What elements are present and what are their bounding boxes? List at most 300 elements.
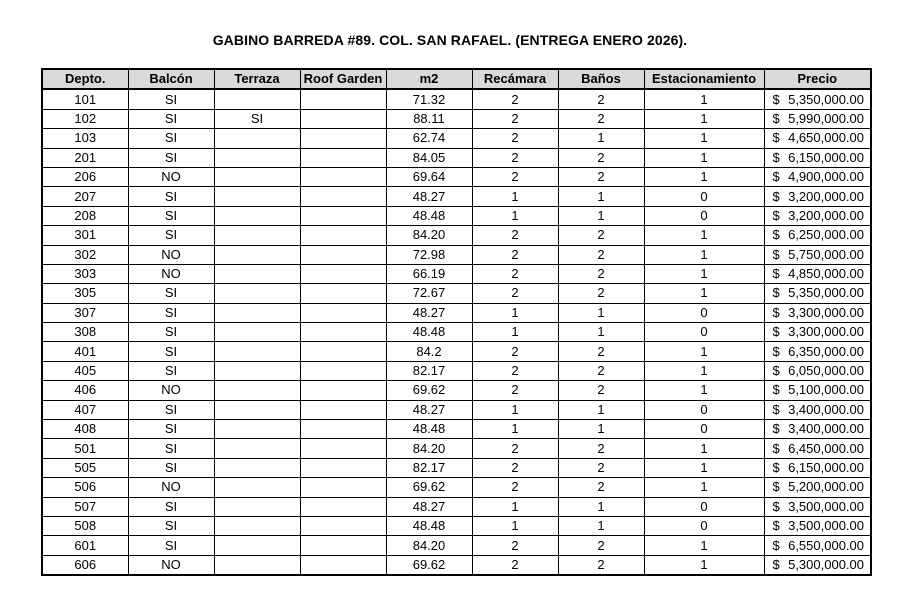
cell-precio (764, 264, 871, 283)
price-amount: 5,990,000.00 (788, 110, 864, 126)
cell-recamara: 2 (472, 264, 558, 283)
table-row (42, 303, 871, 322)
cell-banos: 2 (558, 167, 644, 186)
cell-precio (764, 497, 871, 516)
cell-terraza (214, 420, 300, 439)
cell-precio (764, 478, 871, 497)
cell-banos: 1 (558, 400, 644, 419)
cell-recamara: 1 (472, 323, 558, 342)
cell-recamara: 2 (472, 226, 558, 245)
cell-terraza (214, 264, 300, 283)
cell-banos: 2 (558, 381, 644, 400)
cell-roof-garden (300, 361, 386, 380)
cell-terraza (214, 516, 300, 535)
cell-m2: 71.32 (386, 89, 472, 109)
cell-roof-garden (300, 284, 386, 303)
cell-balcon: SI (128, 109, 214, 128)
cell-estacionamiento: 1 (644, 109, 764, 128)
cell-terraza (214, 167, 300, 186)
cell-m2: 72.98 (386, 245, 472, 264)
cell-precio (764, 226, 871, 245)
cell-banos: 2 (558, 536, 644, 555)
cell-recamara: 1 (472, 516, 558, 535)
cell-depto: 307 (42, 303, 128, 322)
cell-depto: 101 (42, 89, 128, 109)
price-amount: 3,400,000.00 (788, 401, 864, 417)
cell-recamara: 2 (472, 167, 558, 186)
cell-recamara: 2 (472, 381, 558, 400)
cell-roof-garden (300, 206, 386, 225)
cell-recamara: 2 (472, 458, 558, 477)
cell-m2: 69.62 (386, 381, 472, 400)
cell-precio (764, 516, 871, 535)
cell-m2: 62.74 (386, 129, 472, 148)
cell-recamara: 2 (472, 89, 558, 109)
cell-precio (764, 284, 871, 303)
cell-balcon: SI (128, 129, 214, 148)
currency-symbol: $ (772, 188, 780, 204)
cell-estacionamiento: 1 (644, 361, 764, 380)
cell-m2: 88.11 (386, 109, 472, 128)
cell-banos: 2 (558, 109, 644, 128)
cell-m2: 84.20 (386, 439, 472, 458)
cell-terraza (214, 303, 300, 322)
cell-banos: 2 (558, 555, 644, 575)
cell-balcon: SI (128, 187, 214, 206)
price-amount: 4,650,000.00 (788, 130, 864, 146)
cell-precio (764, 109, 871, 128)
cell-depto: 507 (42, 497, 128, 516)
cell-estacionamiento: 1 (644, 342, 764, 361)
cell-banos: 1 (558, 497, 644, 516)
cell-roof-garden (300, 381, 386, 400)
cell-m2: 84.2 (386, 342, 472, 361)
cell-roof-garden (300, 89, 386, 109)
cell-precio (764, 439, 871, 458)
cell-precio (764, 400, 871, 419)
cell-estacionamiento: 1 (644, 536, 764, 555)
header-terraza: Terraza (214, 69, 300, 89)
cell-terraza (214, 284, 300, 303)
cell-terraza (214, 400, 300, 419)
cell-roof-garden (300, 167, 386, 186)
cell-roof-garden (300, 458, 386, 477)
cell-recamara: 2 (472, 361, 558, 380)
cell-balcon: SI (128, 439, 214, 458)
table-row (42, 361, 871, 380)
price-amount: 6,150,000.00 (788, 460, 864, 475)
table-row (42, 439, 871, 458)
price-amount: 3,200,000.00 (788, 207, 864, 223)
cell-depto: 407 (42, 400, 128, 419)
currency-symbol: $ (772, 421, 780, 437)
cell-terraza (214, 536, 300, 555)
cell-precio (764, 323, 871, 342)
table-row (42, 555, 871, 575)
table-row (42, 89, 871, 109)
cell-precio (764, 129, 871, 148)
cell-estacionamiento: 1 (644, 458, 764, 477)
cell-recamara: 1 (472, 497, 558, 516)
cell-depto: 103 (42, 129, 128, 148)
cell-m2: 48.48 (386, 323, 472, 342)
cell-precio (764, 342, 871, 361)
currency-symbol: $ (772, 382, 780, 398)
cell-banos: 2 (558, 478, 644, 497)
currency-symbol: $ (772, 460, 780, 475)
cell-depto: 207 (42, 187, 128, 206)
cell-recamara: 1 (472, 400, 558, 419)
currency-symbol: $ (772, 363, 780, 379)
cell-banos: 2 (558, 226, 644, 245)
cell-depto: 305 (42, 284, 128, 303)
cell-precio (764, 167, 871, 186)
cell-estacionamiento: 1 (644, 284, 764, 303)
cell-balcon: SI (128, 89, 214, 109)
currency-symbol: $ (772, 518, 780, 534)
cell-estacionamiento: 0 (644, 303, 764, 322)
cell-balcon: SI (128, 342, 214, 361)
cell-estacionamiento: 1 (644, 167, 764, 186)
cell-roof-garden (300, 303, 386, 322)
cell-depto: 303 (42, 264, 128, 283)
header-m2: m2 (386, 69, 472, 89)
cell-precio (764, 555, 871, 575)
cell-precio (764, 536, 871, 555)
cell-m2: 69.62 (386, 478, 472, 497)
price-amount: 6,150,000.00 (788, 149, 864, 165)
cell-roof-garden (300, 245, 386, 264)
price-amount: 5,350,000.00 (788, 285, 864, 301)
price-amount: 5,350,000.00 (788, 91, 864, 107)
table-row (42, 478, 871, 497)
cell-m2: 84.20 (386, 226, 472, 245)
table-header-row (42, 69, 871, 89)
cell-estacionamiento: 1 (644, 478, 764, 497)
table-row (42, 129, 871, 148)
cell-m2: 48.27 (386, 400, 472, 419)
cell-recamara: 1 (472, 206, 558, 225)
table-row (42, 167, 871, 186)
cell-roof-garden (300, 555, 386, 575)
price-amount: 6,050,000.00 (788, 363, 864, 379)
cell-terraza (214, 226, 300, 245)
cell-roof-garden (300, 536, 386, 555)
cell-recamara: 1 (472, 420, 558, 439)
currency-symbol: $ (772, 537, 780, 553)
cell-depto: 601 (42, 536, 128, 555)
header-precio: Precio (764, 69, 871, 89)
price-amount: 5,300,000.00 (788, 556, 864, 572)
cell-balcon: NO (128, 167, 214, 186)
cell-balcon: SI (128, 148, 214, 167)
cell-terraza (214, 342, 300, 361)
cell-balcon: SI (128, 206, 214, 225)
table-row (42, 206, 871, 225)
price-amount: 4,850,000.00 (788, 266, 864, 282)
cell-m2: 48.48 (386, 516, 472, 535)
cell-depto: 505 (42, 458, 128, 477)
price-amount: 5,100,000.00 (788, 382, 864, 398)
table-row (42, 536, 871, 555)
header-roof-garden: Roof Garden (300, 69, 386, 89)
header-estacionamiento: Estacionamiento (644, 69, 764, 89)
cell-terraza (214, 478, 300, 497)
cell-precio (764, 361, 871, 380)
cell-balcon: SI (128, 400, 214, 419)
price-amount: 3,400,000.00 (788, 421, 864, 437)
cell-depto: 208 (42, 206, 128, 225)
cell-terraza: SI (214, 109, 300, 128)
cell-m2: 48.48 (386, 420, 472, 439)
cell-m2: 66.19 (386, 264, 472, 283)
cell-precio (764, 206, 871, 225)
cell-banos: 1 (558, 420, 644, 439)
cell-banos: 2 (558, 89, 644, 109)
table-row (42, 516, 871, 535)
table-row (42, 381, 871, 400)
price-amount: 4,900,000.00 (788, 169, 864, 185)
cell-balcon: NO (128, 381, 214, 400)
header-depto: Depto. (42, 69, 128, 89)
cell-depto: 408 (42, 420, 128, 439)
cell-banos: 2 (558, 458, 644, 477)
cell-estacionamiento: 1 (644, 89, 764, 109)
cell-roof-garden (300, 478, 386, 497)
cell-depto: 302 (42, 245, 128, 264)
cell-banos: 2 (558, 342, 644, 361)
price-amount: 3,500,000.00 (788, 518, 864, 534)
cell-m2: 84.20 (386, 536, 472, 555)
cell-roof-garden (300, 129, 386, 148)
currency-symbol: $ (772, 285, 780, 301)
currency-symbol: $ (772, 343, 780, 359)
cell-banos: 1 (558, 187, 644, 206)
cell-terraza (214, 89, 300, 109)
cell-depto: 506 (42, 478, 128, 497)
cell-recamara: 2 (472, 148, 558, 167)
price-amount: 5,750,000.00 (788, 246, 864, 262)
price-table (41, 68, 872, 576)
cell-depto: 102 (42, 109, 128, 128)
currency-symbol: $ (772, 227, 780, 243)
price-amount: 6,450,000.00 (788, 440, 864, 456)
cell-recamara: 1 (472, 187, 558, 206)
table-row (42, 264, 871, 283)
price-amount: 3,300,000.00 (788, 304, 864, 320)
price-amount: 3,500,000.00 (788, 498, 864, 514)
cell-terraza (214, 245, 300, 264)
cell-precio (764, 303, 871, 322)
cell-depto: 606 (42, 555, 128, 575)
price-amount: 3,200,000.00 (788, 188, 864, 204)
currency-symbol: $ (772, 401, 780, 417)
cell-roof-garden (300, 400, 386, 419)
cell-recamara: 2 (472, 342, 558, 361)
currency-symbol: $ (772, 266, 780, 282)
table-row (42, 226, 871, 245)
cell-precio (764, 89, 871, 109)
cell-banos: 1 (558, 129, 644, 148)
cell-precio (764, 420, 871, 439)
cell-depto: 406 (42, 381, 128, 400)
cell-depto: 206 (42, 167, 128, 186)
cell-roof-garden (300, 342, 386, 361)
cell-precio (764, 148, 871, 167)
cell-balcon: NO (128, 478, 214, 497)
cell-m2: 69.62 (386, 555, 472, 575)
cell-m2: 72.67 (386, 284, 472, 303)
cell-precio (764, 245, 871, 264)
currency-symbol: $ (772, 130, 780, 146)
header-balcon: Balcón (128, 69, 214, 89)
cell-estacionamiento: 0 (644, 187, 764, 206)
cell-roof-garden (300, 420, 386, 439)
cell-roof-garden (300, 109, 386, 128)
cell-terraza (214, 497, 300, 516)
cell-precio (764, 381, 871, 400)
table-row (42, 187, 871, 206)
cell-m2: 82.17 (386, 361, 472, 380)
currency-symbol: $ (772, 149, 780, 165)
currency-symbol: $ (772, 498, 780, 514)
cell-banos: 2 (558, 148, 644, 167)
table-row (42, 342, 871, 361)
page-title: GABINO BARREDA #89. COL. SAN RAFAEL. (ENTREGA ENERO 2026). (212, 32, 688, 48)
cell-balcon: SI (128, 226, 214, 245)
cell-estacionamiento: 1 (644, 264, 764, 283)
cell-roof-garden (300, 497, 386, 516)
cell-recamara: 2 (472, 439, 558, 458)
cell-banos: 2 (558, 264, 644, 283)
cell-precio (764, 458, 871, 477)
cell-banos: 1 (558, 206, 644, 225)
table-row (42, 284, 871, 303)
currency-symbol: $ (772, 324, 780, 340)
cell-estacionamiento: 1 (644, 226, 764, 245)
cell-balcon: SI (128, 361, 214, 380)
cell-m2: 48.27 (386, 497, 472, 516)
cell-estacionamiento: 0 (644, 420, 764, 439)
cell-m2: 82.17 (386, 458, 472, 477)
cell-terraza (214, 206, 300, 225)
cell-estacionamiento: 1 (644, 245, 764, 264)
header-banos: Baños (558, 69, 644, 89)
cell-estacionamiento: 1 (644, 555, 764, 575)
cell-recamara: 2 (472, 284, 558, 303)
table-row (42, 458, 871, 477)
cell-estacionamiento: 0 (644, 323, 764, 342)
cell-depto: 308 (42, 323, 128, 342)
cell-banos: 2 (558, 439, 644, 458)
price-amount: 3,300,000.00 (788, 324, 864, 340)
cell-recamara: 1 (472, 303, 558, 322)
currency-symbol: $ (772, 207, 780, 223)
cell-depto: 501 (42, 439, 128, 458)
currency-symbol: $ (772, 169, 780, 185)
table-row (42, 497, 871, 516)
cell-estacionamiento: 0 (644, 400, 764, 419)
currency-symbol: $ (772, 91, 780, 107)
cell-depto: 401 (42, 342, 128, 361)
cell-recamara: 2 (472, 478, 558, 497)
table-row (42, 400, 871, 419)
currency-symbol: $ (772, 110, 780, 126)
price-amount: 5,200,000.00 (788, 479, 864, 495)
cell-terraza (214, 187, 300, 206)
cell-estacionamiento: 1 (644, 148, 764, 167)
cell-balcon: SI (128, 458, 214, 477)
cell-banos: 2 (558, 361, 644, 380)
cell-terraza (214, 381, 300, 400)
cell-m2: 48.48 (386, 206, 472, 225)
cell-balcon: NO (128, 555, 214, 575)
cell-terraza (214, 439, 300, 458)
cell-terraza (214, 361, 300, 380)
cell-terraza (214, 555, 300, 575)
cell-depto: 201 (42, 148, 128, 167)
cell-banos: 1 (558, 303, 644, 322)
table-row (42, 148, 871, 167)
cell-recamara: 2 (472, 245, 558, 264)
cell-m2: 84.05 (386, 148, 472, 167)
cell-banos: 1 (558, 516, 644, 535)
cell-depto: 508 (42, 516, 128, 535)
table-body (42, 89, 871, 575)
cell-recamara: 2 (472, 536, 558, 555)
cell-estacionamiento: 0 (644, 206, 764, 225)
cell-balcon: NO (128, 264, 214, 283)
cell-banos: 2 (558, 245, 644, 264)
cell-depto: 301 (42, 226, 128, 245)
cell-roof-garden (300, 148, 386, 167)
currency-symbol: $ (772, 246, 780, 262)
cell-roof-garden (300, 323, 386, 342)
cell-balcon: SI (128, 303, 214, 322)
currency-symbol: $ (772, 440, 780, 456)
cell-terraza (214, 129, 300, 148)
cell-m2: 48.27 (386, 303, 472, 322)
price-amount: 6,350,000.00 (788, 343, 864, 359)
cell-balcon: SI (128, 323, 214, 342)
cell-estacionamiento: 0 (644, 497, 764, 516)
cell-estacionamiento: 1 (644, 439, 764, 458)
cell-balcon: SI (128, 497, 214, 516)
cell-m2: 69.64 (386, 167, 472, 186)
cell-recamara: 2 (472, 555, 558, 575)
cell-roof-garden (300, 187, 386, 206)
table-row (42, 323, 871, 342)
cell-estacionamiento: 1 (644, 381, 764, 400)
table-row (42, 420, 871, 439)
cell-terraza (214, 148, 300, 167)
price-amount: 6,250,000.00 (788, 227, 864, 243)
cell-balcon: SI (128, 420, 214, 439)
cell-balcon: NO (128, 245, 214, 264)
cell-precio (764, 187, 871, 206)
cell-depto: 405 (42, 361, 128, 380)
currency-symbol: $ (772, 556, 780, 572)
header-recamara: Recámara (472, 69, 558, 89)
cell-roof-garden (300, 226, 386, 245)
table-row (42, 109, 871, 128)
cell-terraza (214, 323, 300, 342)
cell-roof-garden (300, 516, 386, 535)
cell-m2: 48.27 (386, 187, 472, 206)
cell-balcon: SI (128, 516, 214, 535)
currency-symbol: $ (772, 304, 780, 320)
cell-roof-garden (300, 264, 386, 283)
